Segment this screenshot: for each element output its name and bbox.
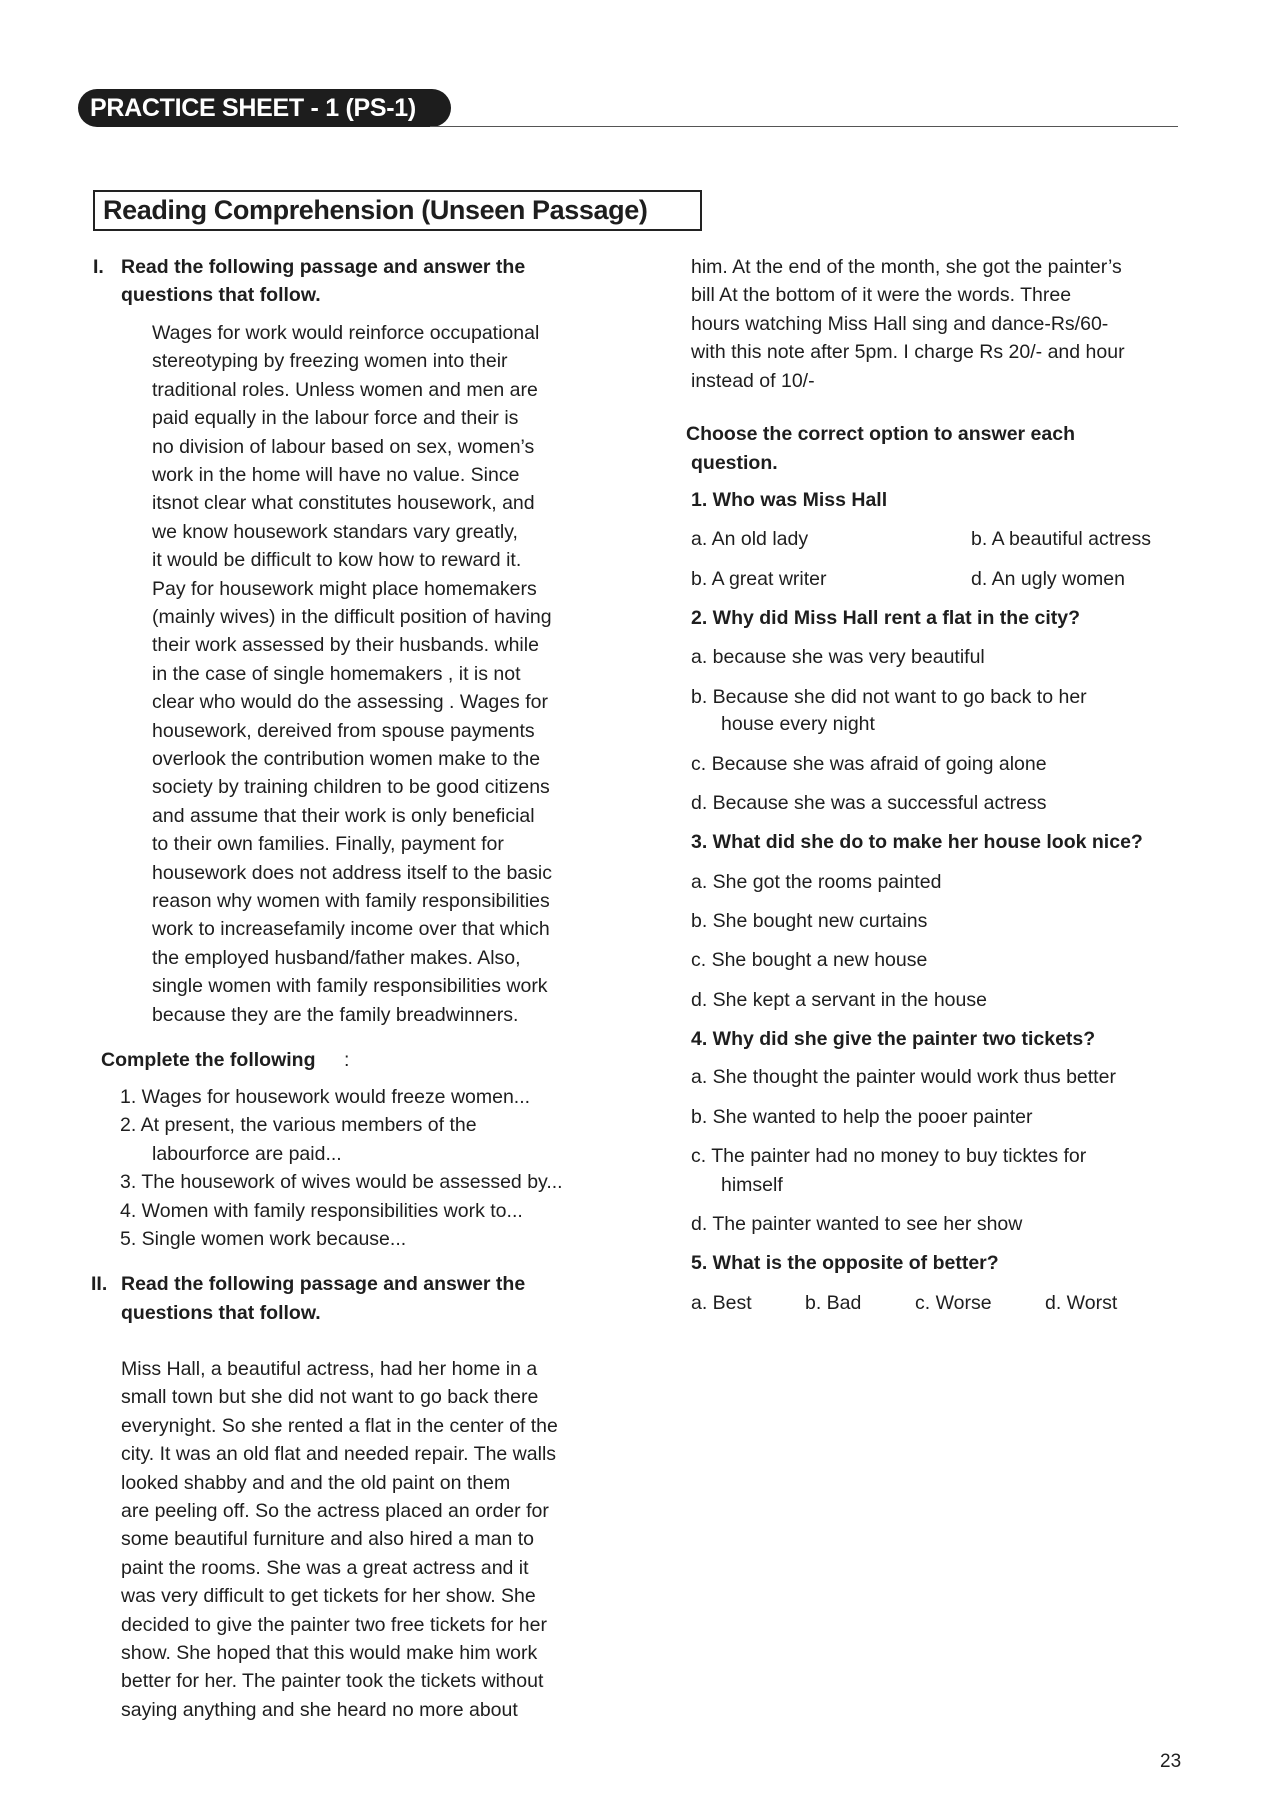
part-number: II. [91,1273,108,1295]
passage-line: instead of 10/- [691,370,815,392]
passage-line: him. At the end of the month, she got the painter’s [691,256,1122,278]
passage-line: decided to give the painter two free tickets for her [121,1614,547,1636]
answer-option: b. She bought new curtains [691,910,928,932]
answer-option: d. An ugly women [971,568,1125,590]
answer-option: himself [721,1174,783,1196]
passage-line: it would be difficult to kow how to reward it. [152,549,522,571]
complete-item: labourforce are paid... [152,1143,342,1165]
mcq-heading: question. [691,452,778,474]
instruction-line: questions that follow. [121,284,321,306]
complete-item: 1. Wages for housework would freeze women... [120,1086,531,1108]
passage-line: looked shabby and and the old paint on them [121,1472,511,1494]
answer-option: house every night [721,713,875,735]
answer-option: d. Because she was a successful actress [691,792,1047,814]
passage-line: some beautiful furniture and also hired a man to [121,1528,534,1550]
passage-line: single women with family responsibilities work [152,975,548,997]
passage-line: to their own families. Finally, payment for [152,833,504,855]
question: 5. What is the opposite of better? [691,1252,999,1274]
passage-line: work to increasefamily income over that which [152,918,550,940]
answer-option: a. Best [691,1292,752,1314]
passage-line: because they are the family breadwinners. [152,1004,519,1026]
complete-heading: Complete the following [101,1049,316,1071]
part-number: I. [93,256,104,278]
complete-item: 4. Women with family responsibilities work to... [120,1200,523,1222]
answer-option: c. She bought a new house [691,949,928,971]
answer-option: a. She got the rooms painted [691,871,942,893]
passage-line: bill At the bottom of it were the words. Three [691,284,1072,306]
passage-line: no division of labour based on sex, women’s [152,436,535,458]
answer-option: b. A great writer [691,568,827,590]
section-title: Reading Comprehension (Unseen Passage) [93,190,702,231]
question: 3. What did she do to make her house look nice? [691,831,1143,853]
passage-line: society by training children to be good citizens [152,776,550,798]
passage-line: overlook the contribution women make to the [152,748,541,770]
instruction-line: questions that follow. [121,1302,321,1324]
passage-line: we know housework standars vary greatly, [152,521,518,543]
passage-line: the employed husband/father makes. Also, [152,947,521,969]
question: 4. Why did she give the painter two tickets? [691,1028,1096,1050]
answer-option: b. Bad [805,1292,862,1314]
passage-line: with this note after 5pm. I charge Rs 20/- and hour [691,341,1125,363]
answer-option: b. A beautiful actress [971,528,1151,550]
passage-line: paint the rooms. She was a great actress and it [121,1557,529,1579]
mcq-heading: Choose the correct option to answer each [686,423,1075,445]
passage-line: show. She hoped that this would make him work [121,1642,538,1664]
passage-line: paid equally in the labour force and their is [152,407,519,429]
practice-sheet-title: PRACTICE SHEET - 1 (PS-1) [78,89,451,127]
answer-option: a. because she was very beautiful [691,646,985,668]
answer-option: c. Worse [915,1292,992,1314]
passage-line: (mainly wives) in the difficult position of having [152,606,552,628]
instruction-line: Read the following passage and answer the [121,1273,526,1295]
complete-colon: : [344,1049,350,1071]
passage-line: reason why women with family responsibilities [152,890,550,912]
answer-option: d. Worst [1045,1292,1118,1314]
passage-line: saying anything and she heard no more about [121,1699,518,1721]
answer-option: a. She thought the painter would work thus better [691,1066,1116,1088]
instruction-line: Read the following passage and answer the [121,256,526,278]
passage-line: better for her. The painter took the tickets without [121,1670,544,1692]
passage-line: are peeling off. So the actress placed an order for [121,1500,549,1522]
passage-line: Miss Hall, a beautiful actress, had her home in a [121,1358,538,1380]
answer-option: a. An old lady [691,528,809,550]
passage-line: in the case of single homemakers , it is not [152,663,521,685]
passage-line: work in the home will have no value. Since [152,464,520,486]
passage-line: itsnot clear what constitutes housework, and [152,492,535,514]
passage-line: clear who would do the assessing . Wages for [152,691,548,713]
answer-option: d. The painter wanted to see her show [691,1213,1023,1235]
passage-line: everynight. So she rented a flat in the center of the [121,1415,558,1437]
answer-option: c. The painter had no money to buy ticktes for [691,1145,1087,1167]
question: 1. Who was Miss Hall [691,489,888,511]
passage-line: Wages for work would reinforce occupational [152,322,540,344]
passage-line: their work assessed by their husbands. while [152,634,539,656]
passage-line: was very difficult to get tickets for her show. She [121,1585,536,1607]
page-number: 23 [1160,1751,1182,1772]
complete-item: 5. Single women work because... [120,1228,407,1250]
answer-option: d. She kept a servant in the house [691,989,987,1011]
passage-line: Pay for housework might place homemakers [152,578,537,600]
passage-line: small town but she did not want to go back there [121,1386,539,1408]
passage-line: stereotyping by freezing women into their [152,350,508,372]
answer-option: c. Because she was afraid of going alone [691,753,1047,775]
passage-line: hours watching Miss Hall sing and dance-Rs/60- [691,313,1109,335]
passage-line: housework does not address itself to the basic [152,862,552,884]
passage-line: traditional roles. Unless women and men are [152,379,538,401]
answer-option: b. Because she did not want to go back to her [691,686,1087,708]
complete-item: 3. The housework of wives would be assessed by... [120,1171,563,1193]
passage-line: and assume that their work is only beneficial [152,805,535,827]
header-divider [430,126,1178,127]
passage-line: city. It was an old flat and needed repair. The walls [121,1443,557,1465]
complete-item: 2. At present, the various members of the [120,1114,477,1136]
question: 2. Why did Miss Hall rent a flat in the city? [691,607,1080,629]
answer-option: b. She wanted to help the pooer painter [691,1106,1033,1128]
passage-line: housework, dereived from spouse payments [152,720,535,742]
